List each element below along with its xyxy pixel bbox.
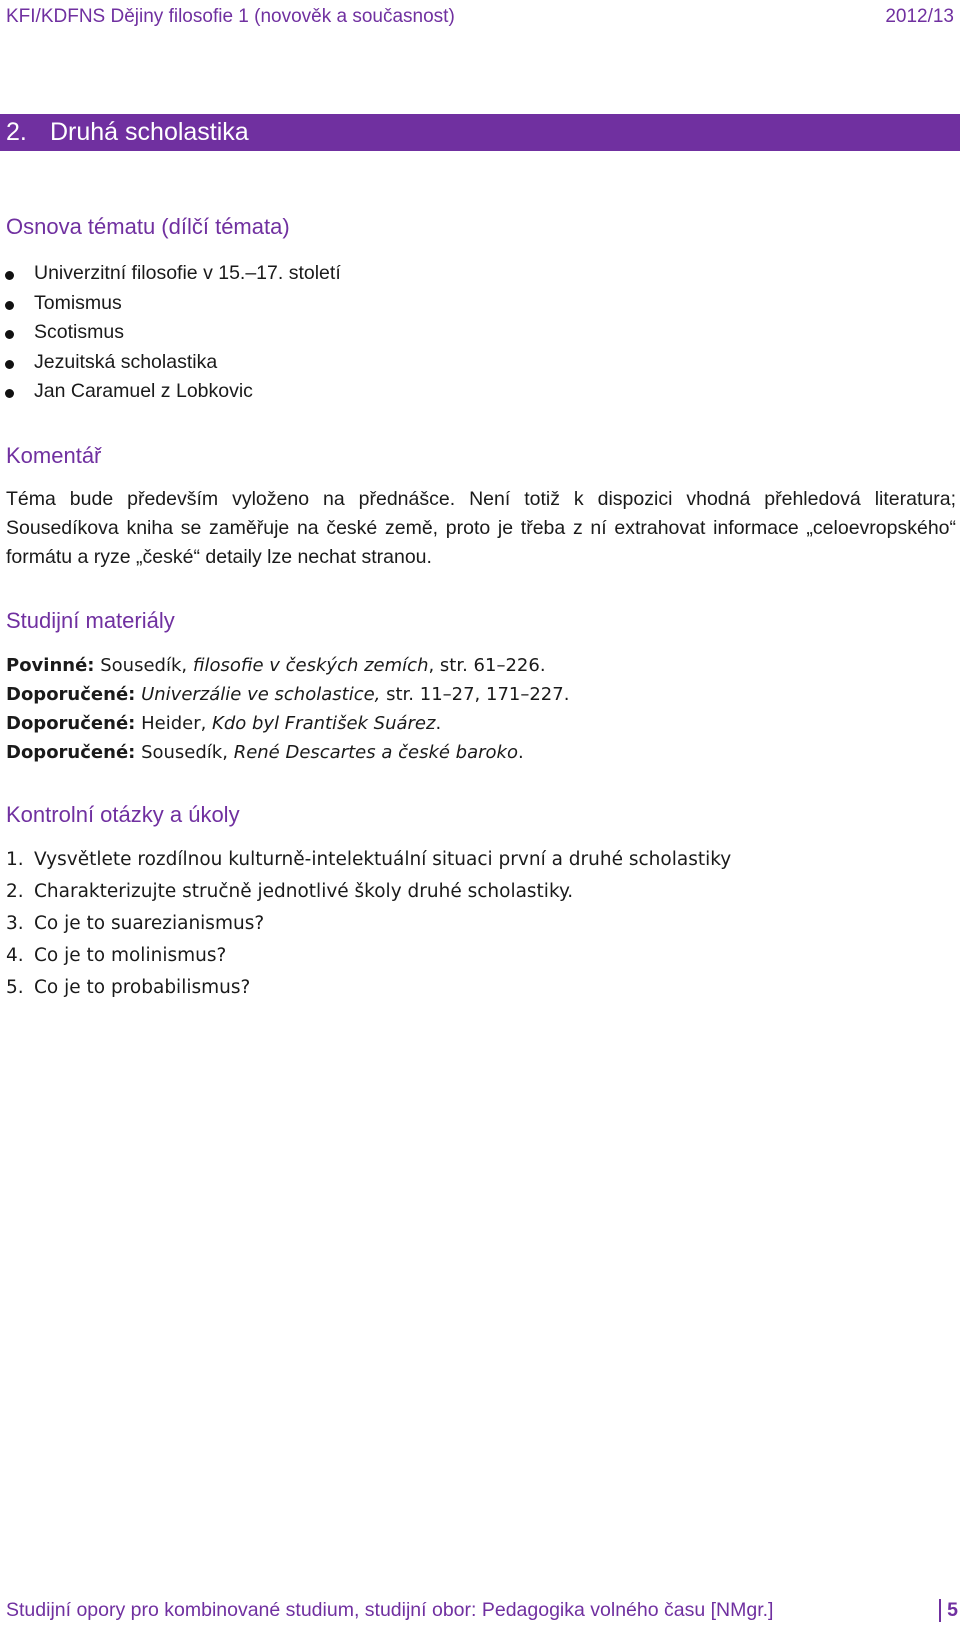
question-number: 4. — [6, 945, 24, 966]
question-item — [6, 908, 731, 940]
question-number: 3. — [6, 913, 24, 934]
material-pages: str. 11–27, 171–227. — [380, 684, 570, 705]
bullet-icon — [5, 330, 14, 339]
page-number: 5 — [939, 1599, 960, 1622]
question-number: 5. — [6, 977, 24, 998]
bullet-icon — [5, 389, 14, 398]
material-title: René Descartes a české baroko — [233, 742, 518, 763]
commentary-text: Téma bude především vyloženo na přednášce. Není totiž k dispozici vhodná přehledová literatura; Sousedíkova kniha se zaměřuje na české země, proto je třeba z ní extrahovat informace „celoevropského“ formátu a ryze „české“ detaily lze nechat stranou. — [6, 488, 956, 568]
question-number: 1. — [6, 849, 24, 870]
materials-list — [6, 651, 569, 767]
list-item — [0, 289, 341, 319]
list-item-text: Scotismus — [34, 321, 124, 343]
material-label: Doporučené: — [6, 713, 136, 734]
commentary-heading: Komentář — [6, 443, 102, 468]
list-item-text: Tomismus — [34, 291, 122, 314]
materials-heading: Studijní materiály — [6, 608, 175, 633]
chapter-title: Druhá scholastika — [50, 118, 249, 146]
chapter-number: 2. — [6, 118, 27, 146]
material-pages: , str. 61–226. — [428, 655, 546, 676]
outline-heading: Osnova tématu (dílčí témata) — [6, 214, 290, 239]
question-item — [6, 876, 731, 908]
bullet-icon — [5, 360, 14, 369]
material-title: filosofie v českých zemích — [192, 655, 429, 676]
material-item — [6, 709, 569, 738]
academic-year: 2012/13 — [885, 6, 954, 27]
material-title: Univerzálie ve scholastice, — [141, 684, 381, 705]
material-label: Povinné: — [6, 655, 95, 676]
material-pages: . — [517, 742, 524, 763]
chapter-banner — [0, 114, 960, 151]
bullet-icon — [5, 271, 14, 280]
material-pages: . — [435, 713, 442, 734]
list-item-text: Jan Caramuel z Lobkovic — [34, 380, 253, 402]
question-text: Co je to probabilismus? — [34, 977, 251, 998]
material-title: Kdo byl František Suárez — [212, 713, 436, 734]
material-label: Doporučené: — [6, 742, 136, 763]
questions-list — [6, 844, 731, 1004]
question-number: 2. — [6, 881, 24, 902]
material-item — [6, 680, 569, 709]
list-item-text: Univerzitní filosofie v 15.–17. století — [34, 262, 341, 284]
running-header — [6, 4, 954, 30]
material-author: Sousedík, — [94, 655, 193, 676]
footer-text: Studijní opory pro kombinované studium, studijní obor: Pedagogika volného času [NMgr.] — [6, 1598, 774, 1621]
question-text: Co je to suarezianismus? — [34, 913, 265, 934]
material-author: Sousedík, — [135, 742, 234, 763]
material-label: Doporučené: — [6, 684, 136, 705]
bullet-icon — [5, 301, 14, 310]
question-text: Charakterizujte stručně jednotlivé školy druhé scholastiky. — [34, 881, 574, 902]
list-item — [0, 348, 341, 378]
question-item — [6, 844, 731, 876]
material-author: Heider, — [135, 713, 213, 734]
question-text: Co je to molinismus? — [34, 945, 227, 966]
questions-heading: Kontrolní otázky a úkoly — [6, 802, 240, 827]
question-item — [6, 972, 731, 1004]
running-footer — [6, 1595, 960, 1625]
material-item — [6, 651, 569, 680]
list-item — [0, 318, 341, 348]
list-item — [0, 377, 341, 407]
question-item — [6, 940, 731, 972]
material-item — [6, 738, 569, 767]
outline-list — [0, 259, 341, 407]
course-title: KFI/KDFNS Dějiny filosofie 1 (novověk a současnost) — [6, 6, 455, 27]
list-item — [0, 259, 341, 289]
list-item-text: Jezuitská scholastika — [34, 350, 218, 373]
question-text: Vysvětlete rozdílnou kulturně-intelektuální situaci první a druhé scholastiky — [34, 849, 732, 870]
